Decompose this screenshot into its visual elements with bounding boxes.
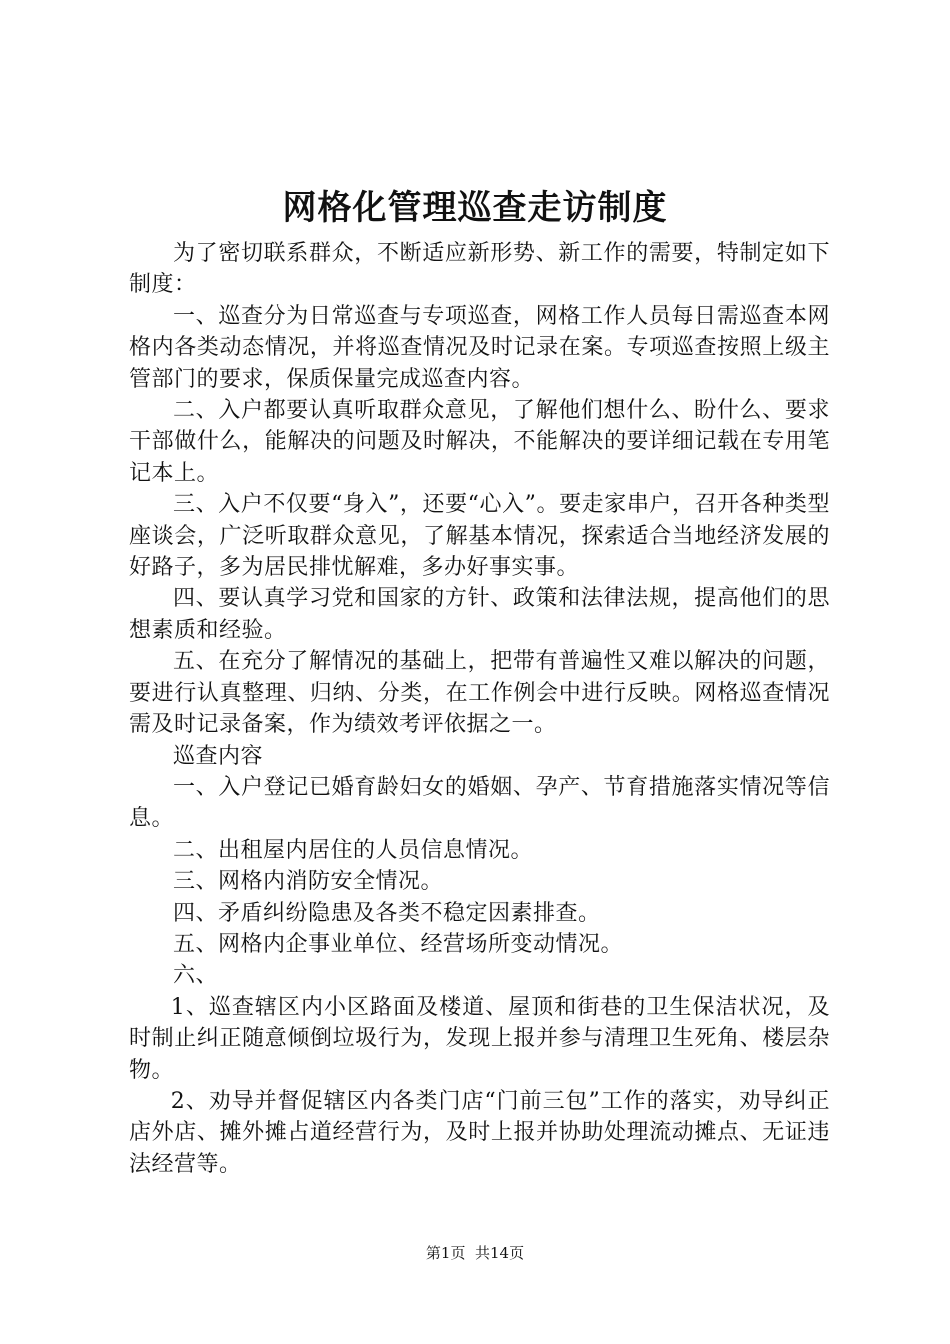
paragraph-rule-1: 一、巡查分为日常巡查与专项巡查，网格工作人员每日需巡查本网格内各类动态情况，并将巡查情况及时记录在案。专项巡查按照上级主管部门的要求，保质保量完成巡查内容。 [129, 303, 830, 392]
paragraph-content-2: 二、出租屋内居住的人员信息情况。 [173, 837, 534, 863]
section-heading-patrol-content: 巡查内容 [173, 743, 264, 769]
document-title: 网格化管理巡查走访制度 [282, 188, 668, 228]
page-footer [0, 1243, 950, 1263]
paragraph-content-6: 六、 [173, 963, 219, 989]
paragraph-content-5: 五、网格内企事业单位、经营场所变动情况。 [173, 931, 624, 957]
paragraph-item-2: 2、劝导并督促辖区内各类门店“门前三包”工作的落实，劝导纠正店外店、摊外摊占道经营行为，及时上报并协助处理流动摊点、无证违法经营等。 [129, 1088, 830, 1177]
paragraph-rule-2: 二、入户都要认真听取群众意见，了解他们想什么、盼什么、要求干部做什么，能解决的问题及时解决，不能解决的要详细记载在专用笔记本上。 [129, 398, 830, 486]
paragraph-intro: 为了密切联系群众，不断适应新形势、新工作的需要，特制定如下制度： [129, 241, 830, 298]
paragraph-content-3: 三、网格内消防安全情况。 [173, 869, 444, 895]
paragraph-content-1: 一、入户登记已婚育龄妇女的婚姻、孕产、节育措施落实情况等信息。 [129, 774, 830, 832]
document-body [129, 238, 830, 1180]
page-total: 共14页 [475, 1244, 525, 1262]
paragraph-rule-5: 五、在充分了解情况的基础上，把带有普遍性又难以解决的问题，要进行认真整理、归纳、分类，在工作例会中进行反映。网格巡查情况需及时记录备案，作为绩效考评依据之一。 [129, 649, 830, 738]
paragraph-rule-4: 四、要认真学习党和国家的方针、政策和法律法规，提高他们的思想素质和经验。 [129, 586, 830, 643]
page-number: 第1页 [425, 1244, 466, 1262]
paragraph-content-4: 四、矛盾纠纷隐患及各类不稳定因素排查。 [173, 900, 601, 926]
paragraph-rule-3: 三、入户不仅要“身入”，还要“心入”。要走家串户，召开各种类型座谈会，广泛听取群众意见，了解基本情况，探索适合当地经济发展的好路子，多为居民排忧解难，多办好事实事。 [129, 492, 830, 581]
paragraph-item-1: 1、巡查辖区内小区路面及楼道、屋顶和街巷的卫生保洁状况，及时制止纠正随意倾倒垃圾行为，发现上报并参与清理卫生死角、楼层杂物。 [129, 994, 830, 1083]
